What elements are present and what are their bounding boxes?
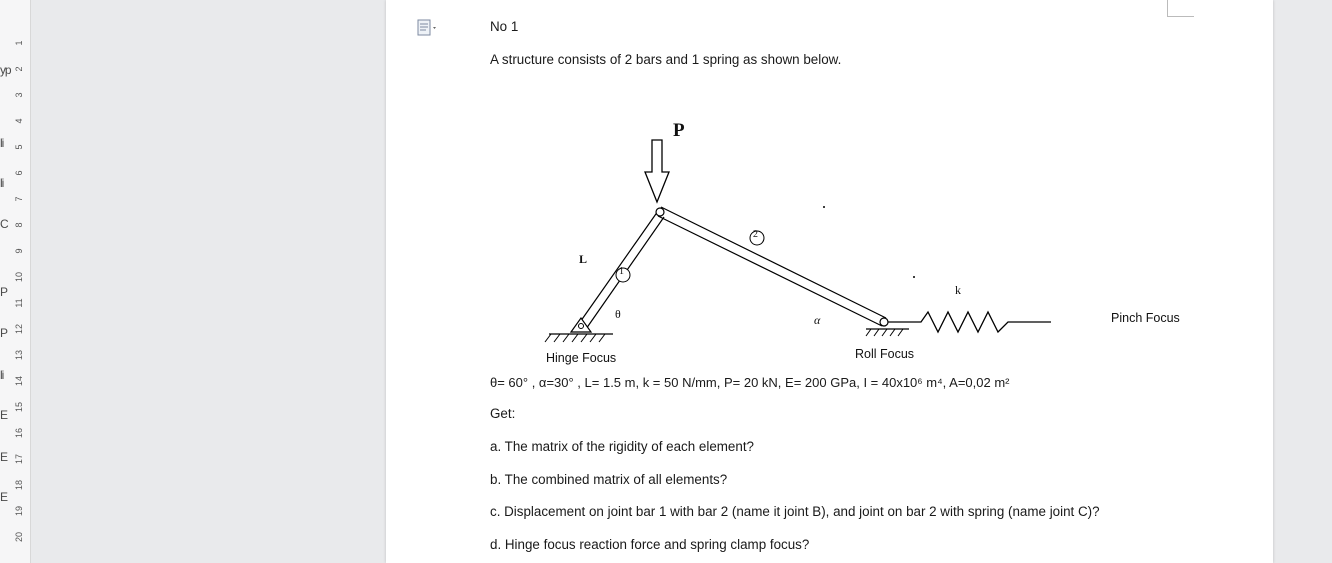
sidebar-fragment: P xyxy=(0,285,8,299)
sidebar-fragment: E xyxy=(0,450,8,464)
vertical-ruler xyxy=(0,0,31,563)
get-label: Get: xyxy=(490,406,516,421)
ruler-number: 15 xyxy=(14,402,24,413)
spring-element xyxy=(888,312,1051,332)
ruler-number: 10 xyxy=(14,272,24,283)
joint-c xyxy=(880,318,888,326)
ruler-number: 18 xyxy=(14,480,24,491)
page-corner-mark xyxy=(1167,0,1194,17)
ruler-number: 16 xyxy=(14,428,24,439)
hinge-focus-label: Hinge Focus xyxy=(546,351,617,365)
bar-length-label: L xyxy=(579,252,588,266)
question-b: b. The combined matrix of all elements? xyxy=(490,472,728,487)
load-arrow-icon xyxy=(645,140,669,202)
spring-label: k xyxy=(955,283,961,297)
ruler-number: 14 xyxy=(14,376,24,387)
roll-support xyxy=(866,329,909,336)
paragraph-options-icon[interactable] xyxy=(417,19,439,37)
question-c: c. Displacement on joint bar 1 with bar 2 (name it joint B), and joint on bar 2 with spring (name joint C)? xyxy=(490,504,1100,519)
question-d: d. Hinge focus reaction force and spring clamp focus? xyxy=(490,537,810,552)
element-1-label: 1 xyxy=(619,266,624,277)
document-page[interactable] xyxy=(386,0,1273,563)
ruler-number: 5 xyxy=(14,144,24,150)
load-label: P xyxy=(673,120,685,141)
ruler-number: 20 xyxy=(14,532,24,543)
roll-focus-label: Roll Focus xyxy=(855,347,915,361)
ruler-number: 6 xyxy=(14,170,24,176)
ruler-number: 7 xyxy=(14,196,24,202)
structure-diagram xyxy=(531,110,1051,370)
pinch-focus-label: Pinch Focus xyxy=(1111,311,1180,325)
joint-b xyxy=(656,208,664,216)
ruler-number: 12 xyxy=(14,324,24,335)
alpha-label: α xyxy=(814,313,821,327)
ruler-number: 11 xyxy=(14,298,24,308)
sidebar-fragment: li xyxy=(0,368,4,382)
ruler-number: 9 xyxy=(14,248,24,254)
element-2-label: 2 xyxy=(753,229,758,240)
sidebar-fragment: C xyxy=(0,217,8,231)
document-title: No 1 xyxy=(490,19,519,34)
hinge-support xyxy=(545,318,613,342)
sidebar-fragment: li xyxy=(0,176,4,190)
bar-2 xyxy=(658,207,886,326)
ruler-number: 8 xyxy=(14,222,24,228)
parameters-line: θ= 60° , α=30° , L= 1.5 m, k = 50 N/mm, P= 20 kN, E= 200 GPa, I = 40x10⁶ m⁴, A=0,02 m² xyxy=(490,375,1010,390)
theta-label: θ xyxy=(615,307,621,321)
ruler-number: 3 xyxy=(14,92,24,98)
ruler-number: 4 xyxy=(14,118,24,124)
question-a: a. The matrix of the rigidity of each element? xyxy=(490,439,754,454)
intro-text: A structure consists of 2 bars and 1 spring as shown below. xyxy=(490,52,842,67)
sidebar-fragment: P xyxy=(0,326,8,340)
ruler-number: 13 xyxy=(14,350,24,361)
sidebar-fragment: li xyxy=(0,136,4,150)
sidebar-fragment: ур xyxy=(0,63,11,77)
ruler-number: 19 xyxy=(14,506,24,517)
ruler-number: 2 xyxy=(14,66,24,72)
sidebar-fragment: E xyxy=(0,408,8,422)
sidebar-fragment: E xyxy=(0,490,8,504)
ruler-number: 1 xyxy=(14,40,24,46)
structure-figure xyxy=(531,110,1180,370)
ruler-number: 17 xyxy=(14,454,24,465)
